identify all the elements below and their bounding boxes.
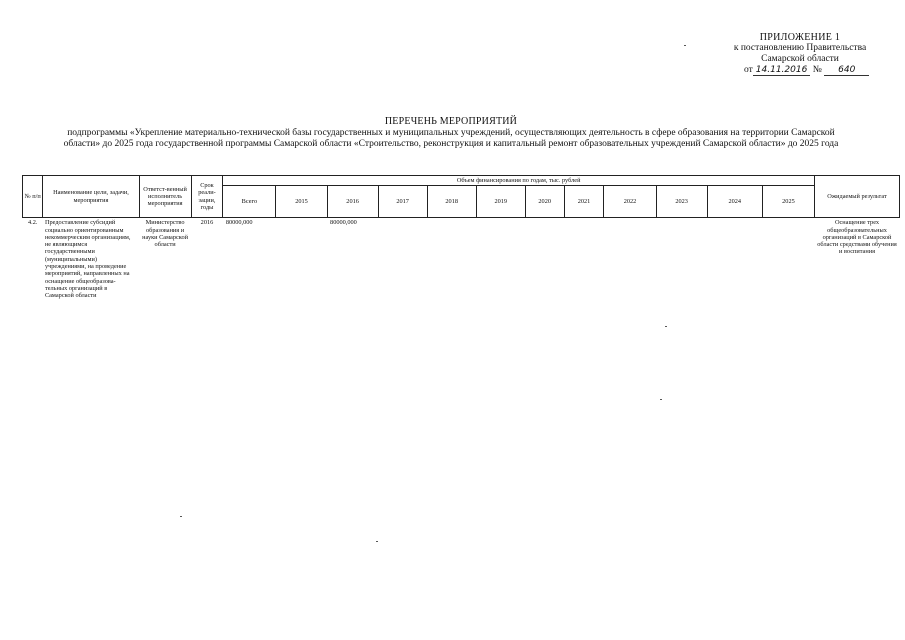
header-2015: 2015 bbox=[276, 186, 327, 218]
header-2021: 2021 bbox=[564, 186, 604, 218]
row-2023 bbox=[656, 218, 707, 301]
header-2023: 2023 bbox=[656, 186, 707, 218]
header-executor: Ответст-венный исполнитель мероприятия bbox=[139, 176, 191, 218]
row-name: Предоставление субсидий социально ориентированным некоммерческим организациям, не являющимся государственными (муниципальными) учреждениями, на проведение мероприятий, направленных на оснащение общеобразова-тельных организаций в Самарской области bbox=[44, 219, 131, 300]
row-2025 bbox=[762, 218, 814, 301]
row-2020 bbox=[525, 218, 564, 301]
scan-speck bbox=[660, 399, 662, 400]
scan-speck bbox=[180, 516, 182, 517]
appendix-reference bbox=[744, 65, 900, 76]
document-heading bbox=[56, 116, 846, 151]
row-num: 4.2. bbox=[27, 219, 38, 227]
row-total: 80000,000 bbox=[225, 219, 253, 227]
scan-speck bbox=[684, 45, 686, 46]
appendix-line2: Самарской области bbox=[761, 54, 839, 64]
header-2025: 2025 bbox=[762, 186, 814, 218]
scan-speck bbox=[665, 326, 667, 327]
header-2016: 2016 bbox=[327, 186, 378, 218]
scan-speck bbox=[376, 541, 378, 542]
row-2016: 80000,000 bbox=[330, 219, 357, 227]
row-2018 bbox=[427, 218, 476, 301]
header-result: Ожидаемый результат bbox=[815, 176, 900, 218]
row-2019 bbox=[476, 218, 525, 301]
decree-number: 640 bbox=[824, 65, 869, 76]
appendix-header bbox=[700, 32, 900, 76]
row-executor: Министерство образования и науки Самарской области bbox=[142, 219, 189, 249]
row-2021 bbox=[564, 218, 604, 301]
document-subtitle: подпрограммы «Укрепление материально-технической базы государственных и муниципальных учреждений, осуществляющих деятельность в сфере образования на территории Самарской области» до 2025 года государственной программы Самарской области «Строительство, реконструкция и капитальный ремонт образовательных учреждений Самарской области» до 2025 года bbox=[63, 127, 839, 149]
decree-date: 14.11.2016 bbox=[753, 65, 811, 76]
row-2024 bbox=[707, 218, 762, 301]
header-2019: 2019 bbox=[476, 186, 525, 218]
header-num: № п/п bbox=[23, 176, 43, 218]
appendix-title: ПРИЛОЖЕНИЕ 1 bbox=[759, 32, 841, 43]
row-result: Оснащение трех общеобразовательных организаций в Самарской области средствами обучения и воспитания bbox=[817, 219, 897, 256]
row-2017 bbox=[378, 218, 427, 301]
header-2018: 2018 bbox=[427, 186, 476, 218]
row-term: 2016 bbox=[200, 219, 214, 227]
header-total: Всего bbox=[223, 186, 276, 218]
header-funding-group: Объем финансирования по годам, тыс. рублей bbox=[223, 176, 815, 186]
header-term: Срок реали-зации, годы bbox=[191, 176, 223, 218]
from-label: от bbox=[744, 65, 753, 75]
row-2022 bbox=[604, 218, 656, 301]
header-name: Наименование цели, задачи, мероприятия bbox=[43, 176, 139, 218]
document-title: ПЕРЕЧЕНЬ МЕРОПРИЯТИЙ bbox=[384, 116, 518, 127]
appendix-line1: к постановлению Правительства bbox=[733, 43, 867, 53]
header-2022: 2022 bbox=[604, 186, 656, 218]
header-2017: 2017 bbox=[378, 186, 427, 218]
table-row bbox=[23, 218, 900, 301]
row-2015 bbox=[276, 218, 327, 301]
measures-table bbox=[22, 175, 900, 301]
header-2024: 2024 bbox=[707, 186, 762, 218]
number-label: № bbox=[812, 65, 822, 75]
header-2020: 2020 bbox=[525, 186, 564, 218]
